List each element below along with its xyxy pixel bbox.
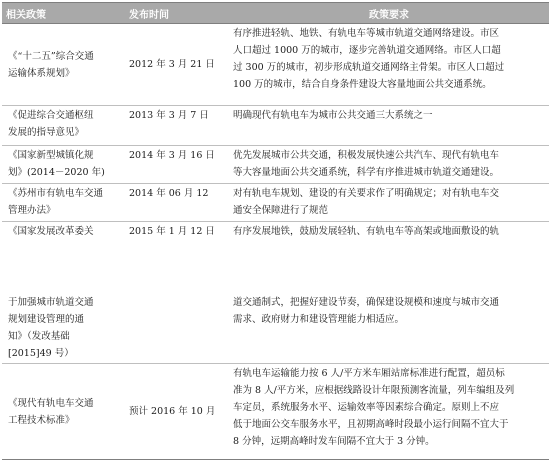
table-row xyxy=(2,24,549,106)
date-cell: 2014 年 3 月 16 日 xyxy=(109,146,229,184)
requirement-line: 人口超过 1000 万的城市，逐步完善轨道交通网络。市区人口超 xyxy=(233,45,501,56)
table-row xyxy=(2,364,549,460)
policy-cell xyxy=(2,106,109,146)
table-row xyxy=(2,146,549,184)
policy-line: 知》（发改基础 xyxy=(8,331,70,342)
policy-cell xyxy=(2,24,109,106)
date-cell: 2012 年 3 月 21 日 xyxy=(109,24,229,106)
requirement-line: 等大容量地面公共交通系统，科学有序推进城市轨道交通建设。 xyxy=(233,167,500,178)
requirement-line: 车定员，系统服务水平、运输效率等因素综合确定。原则上不应 xyxy=(233,402,500,413)
policy-line: 《促进综合交通枢纽 xyxy=(8,110,94,121)
table-header-row xyxy=(2,3,549,24)
requirement-cell xyxy=(229,106,549,146)
policy-cell xyxy=(2,222,109,364)
policy-line: 运输体系规划》 xyxy=(8,67,75,79)
requirement-line: 道交通制式，把握好建设节奏，确保建设规模和速度与城市交通 xyxy=(233,297,500,308)
policy-line: [2015]49 号） xyxy=(8,348,74,359)
policy-line: 《苏州市有轨电车交通 xyxy=(8,188,104,199)
table-row xyxy=(2,222,549,364)
policy-line: 《“十二五”综合交通 xyxy=(8,50,94,62)
policy-line: 规划建设管理的通 xyxy=(8,314,85,325)
policy-line: 《现代有轨电车交通 xyxy=(8,397,94,409)
policy-line: 发展的指导意见》 xyxy=(8,127,85,138)
requirement-line: 8 分钟，远期高峰时发车间隔不宜大于 3 分钟。 xyxy=(233,436,435,447)
requirement-cell xyxy=(229,184,549,222)
requirement-line: 准为 8 人/平方米，应根据线路设计年限预测客流量，列车编组及列 xyxy=(233,385,515,396)
requirement-line: 100 万的城市，结合自身条件建设大容量地面公共交通系统。 xyxy=(233,79,492,90)
date-cell: 2015 年 1 月 12 日 xyxy=(109,222,229,364)
requirement-line: 明确现代有轨电车为城市公共交通三大系统之一 xyxy=(233,110,433,121)
requirement-line: 需求、政府财力和建设管理能力相适应。 xyxy=(233,314,405,325)
header-requirement: 政策要求 xyxy=(229,3,549,24)
policy-table xyxy=(2,2,549,460)
requirement-cell xyxy=(229,24,549,106)
table-row xyxy=(2,106,549,146)
policy-cell xyxy=(2,364,109,460)
date-cell: 2013 年 3 月 7 日 xyxy=(109,106,229,146)
requirement-line: 优先发展城市公共交通，积极发展快速公共汽车、现代有轨电车 xyxy=(233,150,500,161)
policy-line: 划》(2014－2020 年) xyxy=(8,167,105,178)
policy-line: 《国家发展改革委关 xyxy=(8,226,94,237)
requirement-line: 过 300 万的城市，初步形成轨道交通网络主骨架。市区人口超过 xyxy=(233,62,505,73)
requirement-cell xyxy=(229,146,549,184)
requirement-line: 低于地面公交车服务水平，且初期高峰时段最小运行间隔不宜大于 xyxy=(233,419,509,430)
requirement-line: 有序发展地铁，鼓励发展轻轨、有轨电车等高架或地面敷设的轨 xyxy=(233,226,500,237)
requirement-cell xyxy=(229,222,549,364)
policy-line: 于加强城市轨道交通 xyxy=(8,297,94,308)
policy-line: 管理办法》 xyxy=(8,205,56,216)
requirement-line: 有序推进轻轨、地铁、有轨电车等城市轨道交通网络建设。市区 xyxy=(233,28,500,39)
policy-line: 工程技术标准》 xyxy=(8,414,75,426)
date-cell: 2014 年 06 月 12 xyxy=(109,184,229,222)
header-policy: 相关政策 xyxy=(2,3,109,24)
requirement-line: 通安全保障进行了规范 xyxy=(233,205,329,216)
date-cell: 预计 2016 年 10 月 xyxy=(109,364,229,460)
policy-cell xyxy=(2,184,109,222)
header-date: 发布时间 xyxy=(109,3,229,24)
policy-line: 《国家新型城镇化规 xyxy=(8,150,94,161)
table-row xyxy=(2,184,549,222)
requirement-cell xyxy=(229,364,549,460)
policy-cell xyxy=(2,146,109,184)
requirement-line: 对有轨电车规划、建设的有关要求作了明确规定；对有轨电车交 xyxy=(233,188,500,199)
requirement-line: 有轨电车运输能力按 6 人/平方米车厢站席标准进行配置，超员标 xyxy=(233,368,505,379)
